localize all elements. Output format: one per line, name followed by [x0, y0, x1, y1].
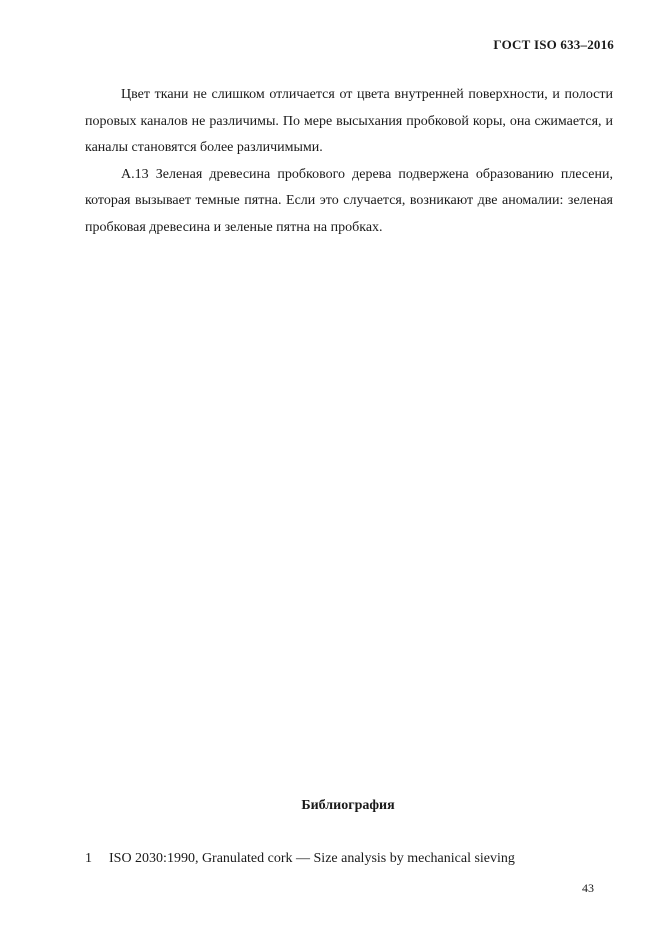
page-number: 43 [582, 881, 594, 895]
document-header: ГОСТ ISO 633–2016 [493, 37, 614, 52]
paragraph-tissue-color: Цвет ткани не слишком отличается от цвета внутренней поверхности, и полости поровых каналов не различимы. По мере высыхания пробковой коры, она сжимается, и каналы становятся более различимыми. [85, 87, 613, 155]
body-text [85, 82, 613, 241]
bibliography-heading: Библиография [301, 798, 395, 813]
paragraph-a13: А.13 Зеленая древесина пробкового дерева подвержена образованию плесени, которая вызывает темные пятна. Если это случается, возникают две аномалии: зеленая пробковая древесина и зеленые пятна на пробках. [85, 166, 613, 235]
bibliography-entry-text: ISO 2030:1990, Granulated cork — Size analysis by mechanical sieving [109, 851, 515, 866]
bibliography-entry-number: 1 [85, 851, 92, 866]
bibliography-entry [85, 851, 613, 867]
